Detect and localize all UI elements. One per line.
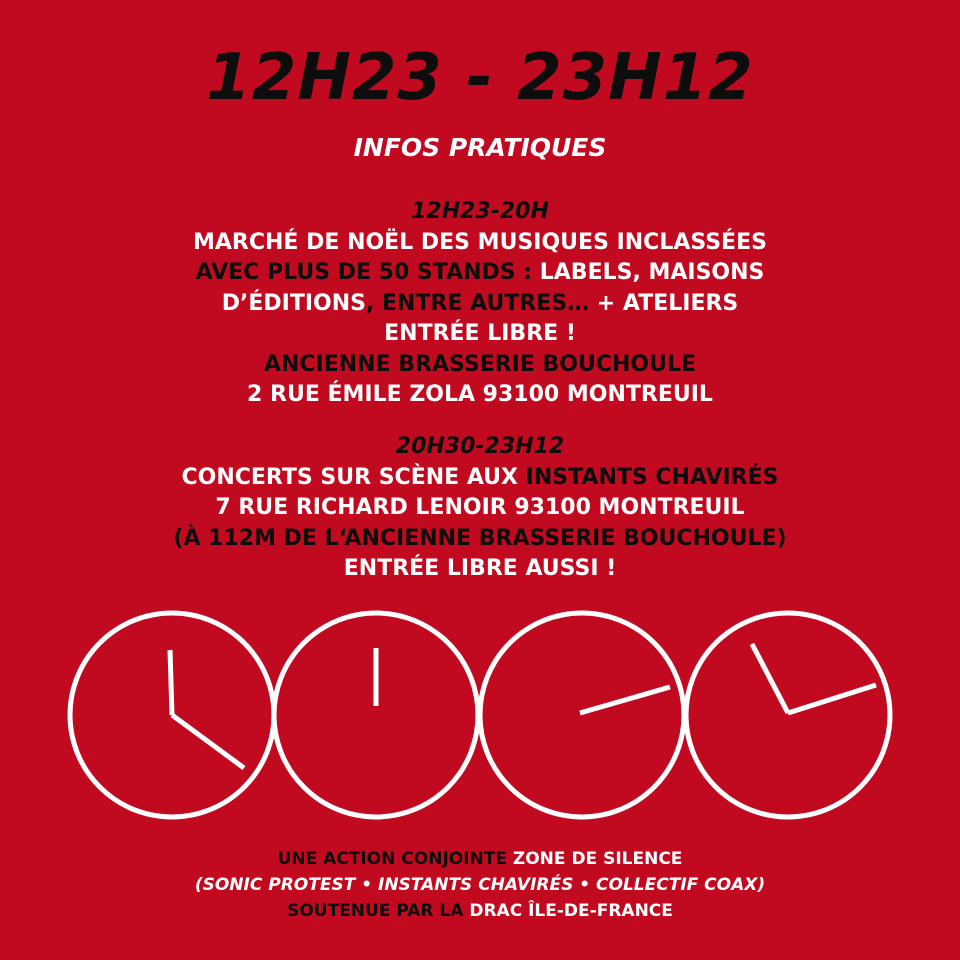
concerts-time: 20H30-23H12: [395, 434, 565, 459]
clock-1: [70, 613, 274, 817]
market-name: MARCHÉ DE NOËL DES MUSIQUES INCLASSÉES: [193, 229, 767, 255]
footer-line-3: [0, 898, 960, 924]
market-editions: D’ÉDITIONS: [221, 290, 366, 316]
clock-2: [274, 613, 478, 817]
clock-2-face: [274, 613, 478, 817]
market-info: [0, 197, 960, 411]
market-address: 2 RUE ÉMILE ZOLA 93100 MONTREUIL: [247, 382, 713, 407]
concerts-line-2: [0, 493, 960, 524]
market-line-2: [0, 258, 960, 289]
market-line-3: [0, 289, 960, 320]
main-title: 12H23 - 23H12: [206, 41, 754, 115]
clock-3-hand: [580, 687, 670, 713]
market-stands: AVEC PLUS DE 50 STANDS :: [195, 260, 540, 285]
market-others: ENTRE AUTRES…: [382, 290, 597, 316]
concerts-info: [0, 432, 960, 585]
concerts-stage: CONCERTS SUR SCÈNE AUX: [181, 464, 526, 490]
footer-line-2: [0, 872, 960, 898]
clock-1-minute-hand: [170, 650, 172, 715]
concerts-line-4: [0, 554, 960, 585]
concerts-free-entry: ENTRÉE LIBRE AUSSI !: [343, 556, 617, 581]
footer-drac: DRAC ÎLE-DE-FRANCE: [469, 901, 673, 921]
clock-3: [480, 613, 684, 817]
clock-4: [686, 613, 890, 817]
clock-4-hour-hand: [788, 685, 876, 713]
clock-4-face: [686, 613, 890, 817]
concerts-line-1: [0, 463, 960, 494]
market-line-1: [0, 228, 960, 259]
footer-joint-action: UNE ACTION CONJOINTE: [277, 849, 513, 869]
market-labels: LABELS, MAISONS: [539, 260, 765, 285]
concerts-line-3: [0, 524, 960, 555]
footer-credits: [0, 846, 960, 924]
concerts-address: 7 RUE RICHARD LENOIR 93100 MONTREUIL: [215, 495, 745, 520]
market-line-5: [0, 350, 960, 381]
market-free-entry: ENTRÉE LIBRE !: [384, 321, 576, 346]
clock-4-minute-hand: [752, 644, 788, 713]
market-line-4: [0, 319, 960, 350]
footer-partners: (SONIC PROTEST • INSTANTS CHAVIRÉS • COLLECTIF COAX): [194, 875, 766, 895]
concerts-venue: INSTANTS CHAVIRÉS: [525, 464, 779, 490]
market-comma: ,: [365, 290, 383, 316]
subtitle: INFOS PRATIQUES: [353, 133, 607, 162]
market-line-6: [0, 380, 960, 411]
clocks-illustration: [62, 600, 898, 830]
clock-1-hour-hand: [172, 715, 244, 768]
footer-line-1: [0, 846, 960, 872]
market-venue: ANCIENNE BRASSERIE BOUCHOULE: [263, 351, 697, 377]
market-time: 12H23-20H: [411, 199, 549, 224]
footer-supported-by: SOUTENUE PAR LA: [287, 901, 470, 921]
footer-zone-de-silence: ZONE DE SILENCE: [512, 849, 683, 869]
concerts-distance: (À 112M DE L‘ANCIENNE BRASSERIE BOUCHOULE): [173, 525, 787, 551]
market-workshops: + ATELIERS: [596, 290, 739, 316]
